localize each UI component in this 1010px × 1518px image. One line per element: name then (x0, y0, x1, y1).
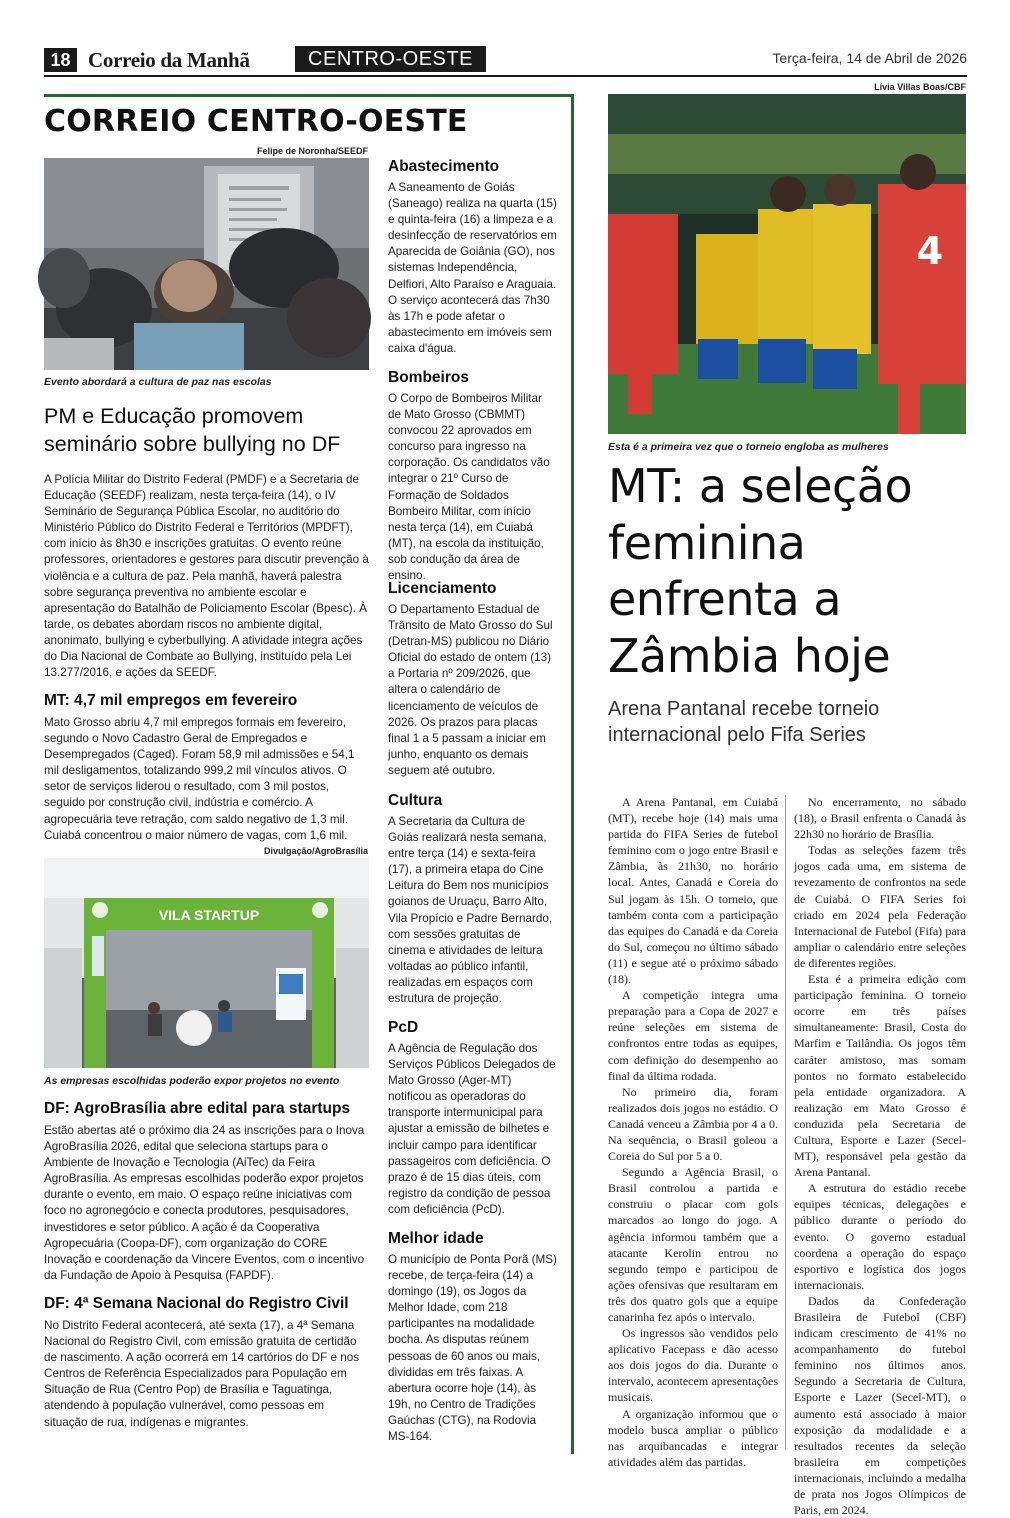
section-title: CORREIO CENTRO-OESTE (44, 104, 468, 139)
photo-caption: As empresas escolhidas poderão expor projetos no evento (44, 1075, 340, 1087)
story-headline: PM e Educação promovem seminário sobre bullying no DF (44, 404, 341, 456)
photo-caption: Esta é a primeira vez que o torneio engloba as mulheres (608, 441, 889, 453)
panel-side-rule (571, 94, 574, 1454)
panel-top-rule (44, 94, 573, 97)
photo-credit: Felipe de Noronha/SEEDF (256, 146, 368, 156)
paragraph: Todas as seleções fazem três jogos cada uma, em sistema de revezamento de confrontos na sede de Cuiabá. O FIFA Series foi criado em 2024 pela Federação Internacional de Futebol (Fifa) para ampliar o calendário entre seleções de diferentes regiões. (794, 843, 966, 970)
booth-sign-text: VILA STARTUP (158, 907, 260, 923)
paragraph: A organização informou que o modelo busca ampliar o público nas arquibancadas e integrar atividades além das partidas. (608, 1406, 778, 1469)
paragraph: A Arena Pantanal, em Cuiabá (MT), recebe hoje (14) mais uma partida do FIFA Series de futebol feminino com o jogo entre Brasil e Zâmbia, às 21h30, no horário local. Antes, Canadá e Coreia do Sul jogam às 15h. O torneio, que também conta com a participação das equipes do Canadá e da Coreia do Sul, começou no último sábado (11) e segue até o próximo sábado (18). (608, 795, 778, 987)
jersey-number: 4 (916, 229, 944, 273)
brief-body: A Secretaria da Cultura de Goiás realizará nesta semana, entre terça (14) e sexta-feira (17), a primeira etapa do Cine Leitura do Bem nos municípios goianos de Uruaçu, Barro Alto, Vila Propício e Padre Bernardo, com sessões gratuitas de cinema e atividades de leitura voltadas ao público infantil, realizadas em espaços com estrutura de projeção. (388, 815, 553, 1006)
main-headline: MT: a seleção feminina enfrenta a Zâmbia hoje (608, 459, 913, 683)
brief-heading: Cultura (388, 792, 443, 809)
story-headline: DF: AgroBrasília abre edital para startups (44, 1100, 351, 1117)
paragraph: Os ingressos são vendidos pelo aplicativo Facepass e dão acesso aos dois jogos do dia. Durante o intervalo, acontecem apresentações musicais. (608, 1326, 778, 1405)
story-column-2 (794, 794, 966, 1518)
paragraph: Esta é a primeira edição com participação feminina. O torneio ocorre em três países simultaneamente: Brasil, Costa do Marfim e Tailândia. Os jogos têm caráter amistoso, mas somam pontos no formato estabelecido pela entidade organizadora. A realização em Mato Grosso é conduzida pela Secretaria de Cultura, Esporte e Lazer (Secel-MT), responsável pela gestão da Arena Pantanal. (794, 972, 966, 1180)
brief-body: O Departamento Estadual de Trânsito de Mato Grosso do Sul (Detran-MS) publicou no Diário Oficial do estado de ontem (13) a Portaria nº 209/2026, que altera o calendário de licenciamento de veículos de 2026. Os prazos para placas final 1 a 5 passam a iniciar em junho, enquanto os demais seguem até outubro. (388, 603, 553, 777)
brief-heading: Licenciamento (388, 580, 497, 597)
story-body: Mato Grosso abriu 4,7 mil empregos formais em fevereiro, segundo o Novo Cadastro Geral de Empregados e Desempregados (Caged). Foram 58,9 mil admissões e 54,1 mil desligamentos, totalizando 999,2 mil vínculos ativos. O setor de serviços liderou o resultado, com 3 mil postos, seguido por construção civil, indústria e comércio. A agropecuária teve retração, com saldo negativo de 1,3 mil. Cuiabá concentrou o maior número de vagas, com 1,6 mil. (44, 716, 355, 842)
paragraph: No primeiro dia, foram realizados dois jogos no estádio. O Canadá venceu a Zâmbia por 4 a 0. Na sequência, o Brasil goleou a Coreia do Sul por 5 a 0. (608, 1084, 778, 1164)
brief-body: O município de Ponta Porã (MS) recebe, de terça-feira (14) a domingo (19), os Jogos da Melhor Idade, com 218 participantes na modalidade bocha. As disputas reúnem pessoas de 60 anos ou mais, divididas em três faixas. A abertura ocorre hoje (14), às 19h, no Centro de Tradições Gaúchas (CTG), na Rodovia MS-164. (388, 1253, 557, 1444)
photo-caption: Evento abordará a cultura de paz nas escolas (44, 376, 272, 388)
story-body: A Polícia Militar do Distrito Federal (PMDF) e a Secretaria de Educação (SEEDF) realizam, nesta terça-feira (14), o IV Seminário de Segurança Pública Escolar, no auditório do Ministério Público do Distrito Federal e Territórios (MPDFT), com início às 8h30 e inscrições gratuitas. O evento reúne professores, orientadores e gestores para discutir prevenção à violência e a cultura de paz. Pela manhã, haverá palestra sobre segurança preventiva no ambiente escolar e apresentação do Batalhão de Policiamento Escolar (Bpesc). À tarde, os debates abordam riscos no ambiente digital, anonimato, bullying e cyberbullying. A atividade integra ações do Dia Nacional de Combate ao Bullying, instituído pela Lei 13.277/2016, e ações da SEEDF. (44, 473, 369, 680)
brief-heading: PcD (388, 1019, 419, 1036)
brief-heading: Abastecimento (388, 158, 500, 175)
story-column-1 (608, 794, 778, 1470)
story-headline: MT: 4,7 mil empregos em fevereiro (44, 692, 298, 709)
section-label: CENTRO-OESTE (295, 46, 486, 72)
main-subheadline: Arena Pantanal recebe torneio internacional pelo Fifa Series (608, 698, 880, 746)
paragraph: Segundo a Agência Brasil, o Brasil controlou a partida e construiu o placar com gols marcados ao longo do jogo. A agência informou também que a atacante Kerolin entrou no segundo tempo e participou de ações ofensivas que resultaram em três dos quatro gols que a equipe canarinha fez após o intervalo. (608, 1165, 778, 1324)
photo-credit: Lívia Villas Boas/CBF (874, 82, 966, 92)
startup-booth-photo (44, 858, 369, 1068)
brief-body: A Saneamento de Goiás (Saneago) realiza na quarta (15) e quinta-feira (16) a limpeza e a desinfecção de reservatórios em Aparecida de Goiânia (GO), nos sistemas Independência, Delfiori, Alto Paraíso e Araguaia. O serviço acontecerá das 7h30 às 17h e pode afetar o abastecimento em imóveis sem caixa d'água. (388, 181, 557, 355)
header-rule (44, 75, 967, 77)
column-divider (785, 795, 786, 1450)
paragraph: Dados da Confederação Brasileira de Futebol (CBF) indicam crescimento de 41% no acompanhamento do futebol feminino nos últimos anos. Segundo a Secretaria de Cultura, Esporte e Lazer (Secel-MT), o aumento está associado à maior exposição da modalidade e a resultados recentes da seleção brasileira em competições internacionais, incluindo a medalha de prata nos Jogos Olímpicos de Paris, em 2024. (794, 1293, 966, 1518)
story-headline: DF: 4ª Semana Nacional do Registro Civil (44, 1295, 349, 1312)
story-body: Estão abertas até o próximo dia 24 as inscrições para o Inova AgroBrasília 2026, edital que seleciona startups para o Ambiente de Inovação e Tecnologia (AiTec) da Feira AgroBrasília. As empresas escolhidas poderão expor projetos durante o evento, em maio. O espaço reúne iniciativas com foco no agronegócio e conecta produtores, pesquisadores, investidores e setor público. A ação é da Cooperativa Agropecuária (Coopa-DF), com organização do CORE Inovação e coordenação da Vincere Eventos, com o incentivo da Fundação de Apoio à Pesquisa (FAPDF). (44, 1124, 365, 1282)
soccer-celebration-photo (608, 94, 966, 434)
seminar-photo (44, 158, 369, 370)
story-body: No Distrito Federal acontecerá, até sexta (17), a 4ª Semana Nacional do Registro Civil, com emissão gratuita de certidão de nascimento. A ação ocorrerá em 14 cartórios do DF e nos Centros de Referência Especializados para População em Situação de Rua (Centro Pop) de Brasília e Taguatinga, atendendo à população vulnerável, como pessoas em situação de rua, indígenas e migrantes. (44, 1319, 360, 1429)
paragraph: A competição integra uma preparação para a Copa de 2027 e reúne seleções em sistema de confrontos entre todas as equipes, com definição do desempenho ao final da última rodada. (608, 988, 778, 1083)
page-number: 18 (44, 48, 77, 72)
photo-credit: Divulgação/AgroBrasília (263, 846, 368, 856)
newspaper-name: Correio da Manhã (88, 48, 250, 72)
brief-body: A Agência de Regulação dos Serviços Públicos Delegados de Mato Grosso (Ager-MT) notificou as operadoras do transporte intermunicipal para ajustar a emissão de bilhetes e incluir campo para identificar passageiros com deficiência. O prazo é de 15 dias úteis, com registro da condição de pessoa com deficiência (PcD). (388, 1042, 556, 1216)
paragraph: No encerramento, no sábado (18), o Brasil enfrenta o Canadá às 22h30 no horário de Brasília. (794, 795, 966, 842)
brief-heading: Melhor idade (388, 1230, 484, 1247)
brief-heading: Bombeiros (388, 369, 469, 386)
brief-body: O Corpo de Bombeiros Militar de Mato Grosso (CBMMT) convocou 22 aprovados em concurso para ingresso na corporação. Os candidatos vão integrar o 21º Curso de Formação de Soldados Bombeiro Militar, com início nesta terça (14), em Cuiabá (MT), na escola da instituição, sob condução da área de ensino. (388, 392, 550, 583)
paragraph: A estrutura do estádio recebe equipes técnicas, delegações e público durante o período do evento. O governo estadual coordena a operação do espaço esportivo e logística dos jogos internacionais. (794, 1181, 966, 1292)
issue-date: Terça-feira, 14 de Abril de 2026 (772, 50, 967, 66)
page-header (44, 44, 967, 74)
